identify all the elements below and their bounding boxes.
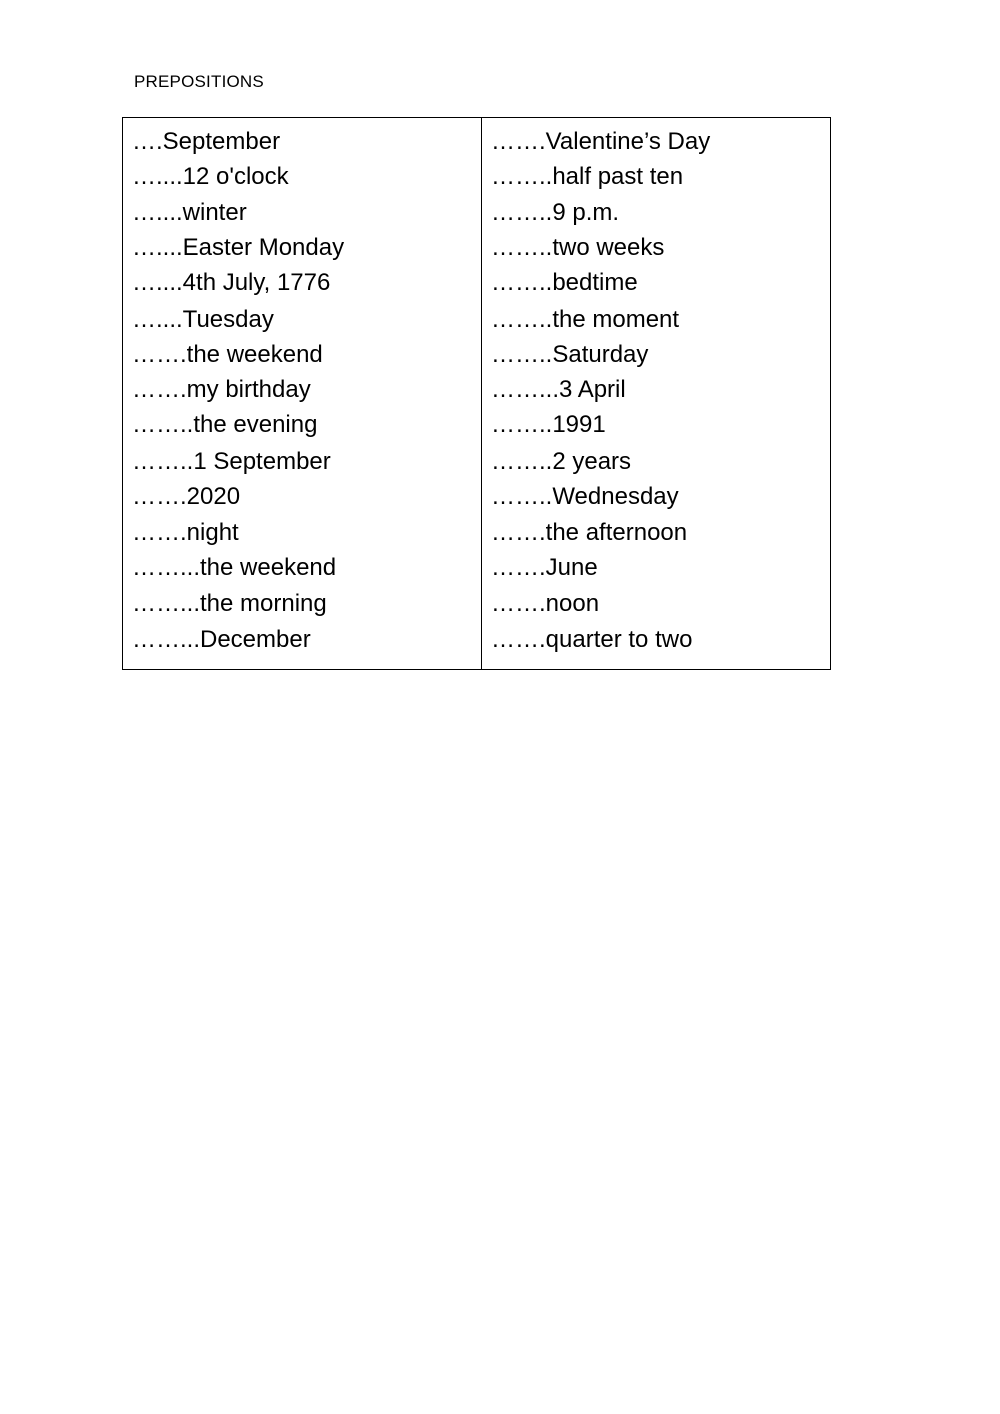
list-item: ……..2 years <box>491 448 632 475</box>
list-item: …....Easter Monday <box>132 234 345 261</box>
list-item: ……..Saturday <box>491 341 649 368</box>
list-item: …....4th July, 1776 <box>132 269 331 296</box>
list-item: …….noon <box>491 590 600 617</box>
list-item: ……..1991 <box>491 411 606 438</box>
list-item: ……...3 April <box>491 376 626 403</box>
list-item: …….June <box>491 554 598 581</box>
list-item: ….September <box>132 128 281 155</box>
list-item: ……..the moment <box>491 306 680 333</box>
list-item: ……..Wednesday <box>491 483 679 510</box>
prepositions-table <box>122 117 831 670</box>
list-item: …….quarter to two <box>491 626 693 653</box>
list-item: ……..the evening <box>132 411 318 438</box>
list-item: …….the weekend <box>132 341 323 368</box>
list-item: ……..9 p.m. <box>491 199 620 226</box>
left-column <box>123 118 482 669</box>
list-item: ……...the morning <box>132 590 327 617</box>
list-item: …....Tuesday <box>132 306 274 333</box>
page-title: PREPOSITIONS <box>134 72 264 91</box>
list-item: …….the afternoon <box>491 519 688 546</box>
list-item: ……..two weeks <box>491 234 665 261</box>
list-item: ……..bedtime <box>491 269 638 296</box>
list-item: …....12 o'clock <box>132 163 289 190</box>
list-item: ……..half past ten <box>491 163 684 190</box>
right-column <box>482 118 830 669</box>
list-item: …….my birthday <box>132 376 311 403</box>
list-item: ……...December <box>132 626 311 653</box>
list-item: ……..1 September <box>132 448 331 475</box>
list-item: ……...the weekend <box>132 554 337 581</box>
list-item: …….2020 <box>132 483 241 510</box>
list-item: …….Valentine’s Day <box>491 128 711 155</box>
list-item: …….night <box>132 519 239 546</box>
list-item: …....winter <box>132 199 247 226</box>
